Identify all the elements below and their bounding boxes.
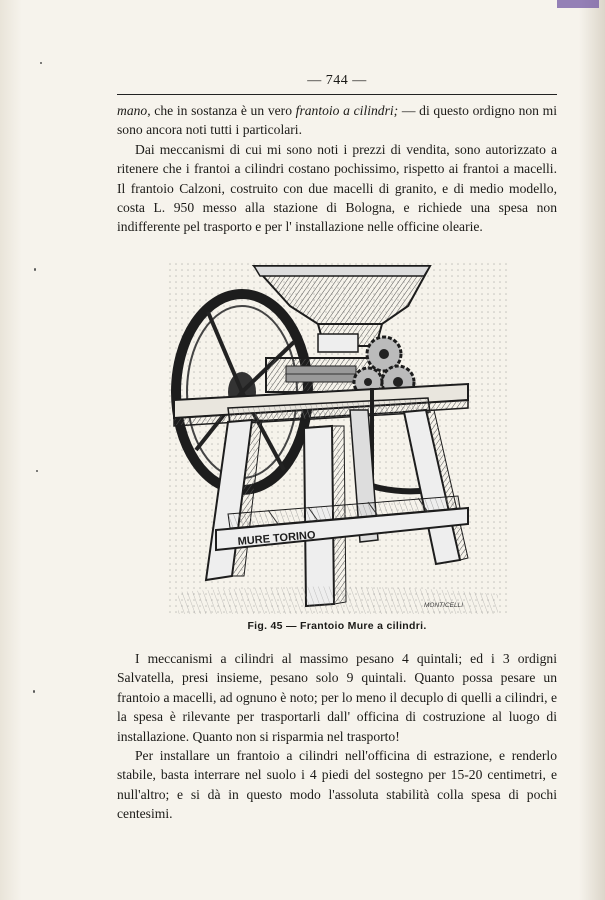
margin-speck (34, 268, 36, 271)
paragraph-weights: I meccanismi a cilindri al massimo pesano 4 quintali; ed i 3 ordigni Salvatella, presi insieme, pesano solo 9 quintali. Quanto possa pesare un frantoio a macelli, ad ognuno è noto; per lo meno il decuplo di quelli a cilindri, e la spesa è rilevante per trasportarli dall' officina di costruzione al luogo di installazione. Quanto non si risparmia nel trasporto! (117, 651, 557, 744)
maker-plate (318, 334, 358, 352)
text-run: , che in sostanza è un vero (147, 103, 296, 118)
page-number: — 744 — (307, 73, 367, 88)
page-right-edge (579, 0, 605, 900)
text-run: mano (117, 103, 148, 118)
margin-speck (33, 690, 35, 693)
ground-shading (178, 586, 498, 614)
margin-speck (36, 470, 38, 472)
paragraph-continuation (117, 101, 557, 140)
figure-machine-illustration (168, 262, 508, 614)
top-text-block (117, 101, 557, 237)
frantoio-engraving (168, 262, 508, 614)
machine-label: MURE TORINO (237, 529, 316, 548)
margin-speck (40, 62, 42, 64)
figure-caption: Fig. 45 — Frantoio Mure a cilindri. (247, 620, 427, 632)
text-run: — di questo ordigno non mi sono ancora noti tutti i particolari. (117, 103, 557, 138)
header-rule (117, 94, 557, 95)
page-left-edge (0, 0, 22, 900)
text-run: frantoio a cilindri; (295, 103, 399, 118)
paragraph-prices: Dai meccanismi di cui mi sono noti i prezzi di vendita, sono autorizzato a ritenere che i frantoi a cilindri costano pochissimo, rispetto ai frantoi a macelli. Il frantoio Calzoni, costruito con due macelli di granito, e di medio modello, costa L. 950 messo alla stazione di Bologna, e richiede una spesa non indifferente pel trasporto e per l' installazione nelle officine olearie. (117, 141, 557, 235)
paragraph-installation: Per installare un frantoio a cilindri nell'officina di estrazione, e renderlo stabile, basta interrare nel suolo i 4 piedi del sostegno per 15-20 centimetri, e null'altro; e si dà in questo modo l'assoluta stabilità colla spesa di pochi centesimi. (117, 748, 557, 822)
bottom-text-block (117, 649, 557, 824)
scan-corner-mark (557, 0, 599, 8)
